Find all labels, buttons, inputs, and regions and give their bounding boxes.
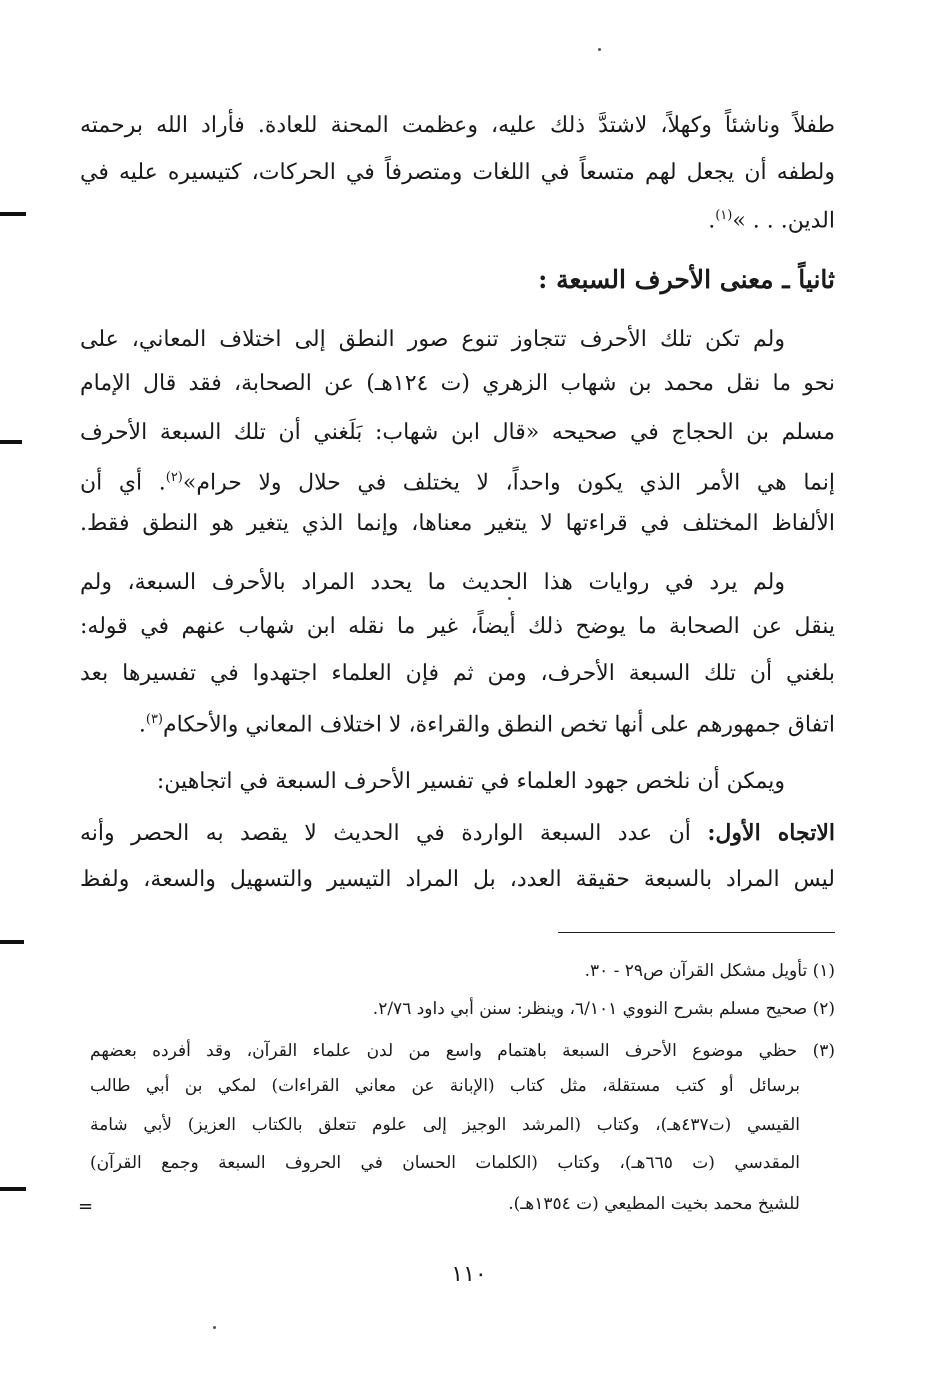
paragraph-3-text: اتفاق جمهورهم على أنها تخص النطق والقراءة، لا اختلاف المعاني والأحكام (163, 712, 835, 738)
footnote-3-line-4: المقدسي (ت ٦٦٥هـ)، وكتاب (الكلمات الحسان في الحروف السبعة وجمع القرآن) (90, 1153, 800, 1173)
margin-mark (0, 940, 24, 944)
paragraph-3-line-3: بلغني أن تلك السبعة الأحرف، ومن ثم فإن العلماء اجتهدوا في تفسيرها بعد (80, 661, 835, 686)
page-number: ١١٠ (451, 1262, 487, 1287)
paragraph-3-line-1: ولم يرد في روايات هذا الحديث ما يحدد المراد بالأحرف السبعة، ولم (80, 570, 785, 595)
margin-mark (0, 212, 26, 216)
footnote-3-line-2: برسائل أو كتب مستقلة، مثل كتاب (الإبانة عن معاني القراءات) لمكي بن أبي طالب (90, 1076, 800, 1096)
speck (213, 1326, 216, 1329)
paragraph-1-text: الدين. . . » (732, 208, 835, 234)
paragraph-3-line-2: ينقل عن الصحابة ما يوضح ذلك أيضاً، غير ما نقله ابن شهاب عنهم في قوله: (80, 614, 835, 639)
continuation-mark: = (78, 1196, 94, 1217)
paragraph-3-line-4 (80, 700, 835, 740)
section-heading: ثانياً ـ معنى الأحرف السبعة : (538, 265, 835, 294)
margin-mark (0, 440, 22, 444)
paragraph-2-line-5: الألفاظ المختلف في قراءتها لا يتغير معناها، وإنما الذي يتغير هو النطق فقط. (80, 511, 835, 536)
footnote-3-line-5: للشيخ محمد بخيت المطيعي (ت ١٣٥٤هـ). (508, 1194, 800, 1214)
trend-label: الاتجاه الأول: (707, 820, 835, 846)
margin-mark (0, 1187, 26, 1191)
paragraph-1-line-3 (80, 196, 835, 236)
footnote-1: (١) تأويل مشكل القرآن ص٢٩ - ٣٠. (584, 961, 835, 981)
footnote-separator (558, 932, 835, 933)
paragraph-3-end: . (138, 712, 146, 738)
footnote-3-line-3: القيسي (ت٤٣٧هـ)، وكتاب (المرشد الوجيز إلى علوم تتعلق بالكتاب العزيز) لأبي شامة (90, 1115, 800, 1135)
footnote-ref-1[interactable]: (١) (715, 208, 733, 223)
footnote-3-line-1: (٣) حظي موضوع الأحرف السبعة باهتمام واسع من لدن علماء القرآن، وقد أفرده بعضهم (90, 1041, 835, 1061)
paragraph-4: ويمكن أن نلخص جهود العلماء في تفسير الأحرف السبعة في اتجاهين: (156, 769, 785, 794)
paragraph-1-end: . (708, 208, 716, 234)
speck (598, 48, 601, 51)
paragraph-2-line-1: ولم تكن تلك الأحرف تتجاوز تنوع صور النطق إلى اختلاف المعاني، على (80, 327, 785, 352)
paragraph-2-line-3: مسلم بن الحجاج في صحيحه «قال ابن شهاب: بَلَغني أن تلك السبعة الأحرف (80, 420, 835, 445)
paragraph-5-text: أن عدد السبعة الواردة في الحديث لا يقصد به الحصر وأنه (80, 821, 691, 846)
paragraph-5-line-1 (80, 813, 835, 853)
paragraph-2-line-2: نحو ما نقل محمد بن شهاب الزهري (ت ١٢٤هـ) عن الصحابة، فقد قال الإمام (80, 371, 835, 396)
footnote-ref-2[interactable]: (٢) (165, 470, 183, 485)
footnote-2: (٢) صحيح مسلم بشرح النووي ٦/١٠١، وينظر: سنن أبي داود ٢/٧٦. (372, 999, 835, 1019)
paragraph-2-quote: إنما هي الأمر الذي يكون واحداً، لا يختلف في حلال ولا حرام» (182, 470, 835, 496)
paragraph-1-line-1: طفلاً وناشئاً وكهلاً، لاشتدَّ ذلك عليه، وعظمت المحنة للعادة. فأراد الله برحمته (80, 113, 835, 138)
paragraph-5-line-2: ليس المراد بالسبعة حقيقة العدد، بل المراد التيسير والتسهيل والسعة، ولفظ (80, 867, 835, 892)
footnote-ref-3[interactable]: (٣) (145, 712, 163, 727)
paragraph-1-line-2: ولطفه أن يجعل لهم متسعاً في اللغات ومتصرفاً في الحركات، كتيسيره عليه في (80, 160, 835, 185)
paragraph-2-continuation: . أي أن (80, 470, 166, 496)
paragraph-2-line-4 (80, 458, 835, 498)
